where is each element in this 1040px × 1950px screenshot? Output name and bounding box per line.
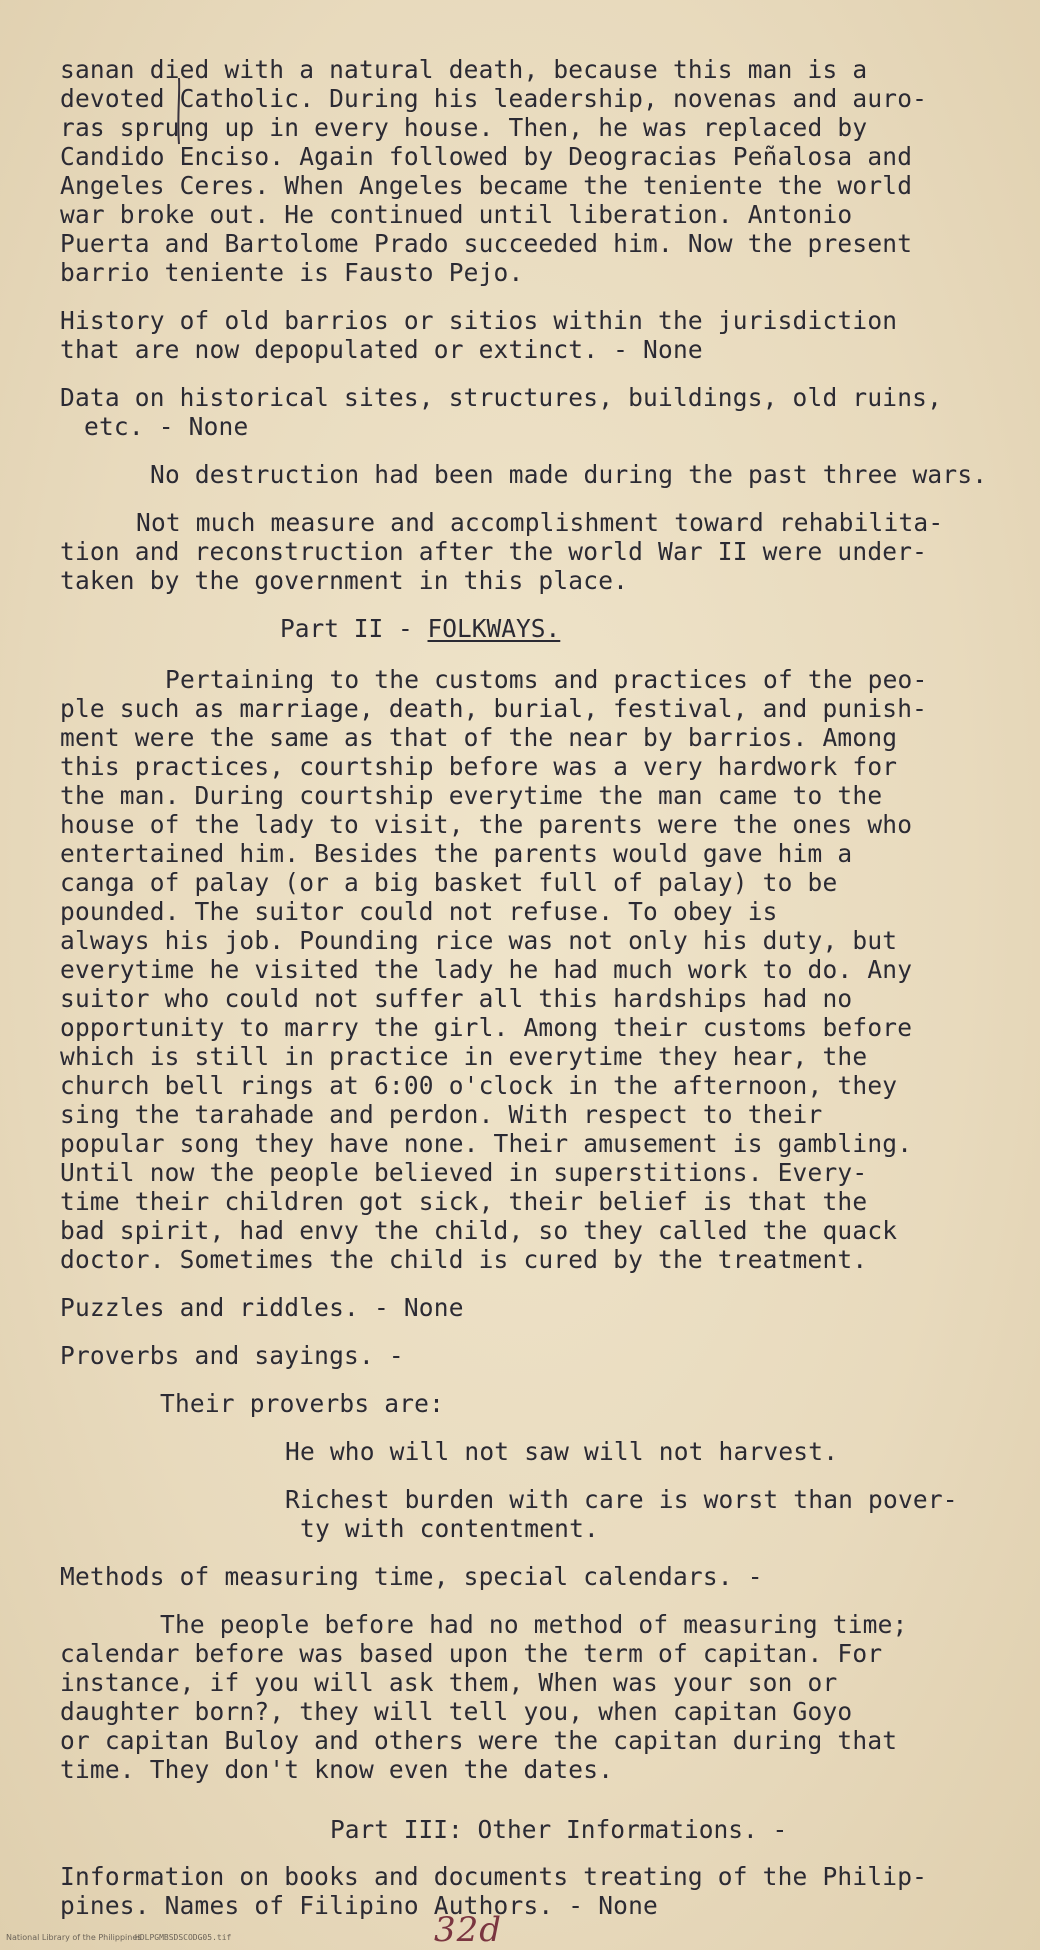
text-line: sanan died with a natural death, because this man is a bbox=[60, 55, 868, 84]
text-line: entertained him. Besides the parents would gave him a bbox=[60, 839, 853, 868]
text-line: doctor. Sometimes the child is cured by the treatment. bbox=[60, 1245, 868, 1274]
heading-prefix: Part II - bbox=[280, 614, 428, 643]
text-line: pounded. The suitor could not refuse. To obey is bbox=[60, 897, 778, 926]
text-line: Methods of measuring time, special calendars. - bbox=[60, 1562, 763, 1591]
text-line: Proverbs and sayings. - bbox=[60, 1341, 404, 1370]
text-line: canga of palay (or a big basket full of palay) to be bbox=[60, 868, 838, 897]
footer-library: National Library of the Philippines bbox=[6, 1933, 142, 1942]
text-line: the man. During courtship everytime the man came to the bbox=[60, 781, 883, 810]
handwritten-page-number: 32d bbox=[434, 1910, 503, 1950]
text-line: Puerta and Bartolome Prado succeeded him. Now the present bbox=[60, 229, 913, 258]
text-line: ras sprung up in every house. Then, he was replaced by bbox=[60, 113, 868, 142]
text-line: History of old barrios or sitios within the jurisdiction bbox=[60, 306, 898, 335]
text-line: time their children got sick, their belief is that the bbox=[60, 1187, 868, 1216]
proverb-line: He who will not saw will not harvest. bbox=[285, 1437, 839, 1466]
text-line: or capitan Buloy and others were the capitan during that bbox=[60, 1726, 898, 1755]
text-line: Puzzles and riddles. - None bbox=[60, 1293, 464, 1322]
text-line: Information on books and documents treating of the Philip- bbox=[60, 1862, 928, 1891]
text-line: church bell rings at 6:00 o'clock in the afternoon, they bbox=[60, 1071, 898, 1100]
text-line: Data on historical sites, structures, buildings, old ruins, bbox=[60, 383, 943, 412]
text-line: The people before had no method of measuring time; bbox=[160, 1610, 908, 1639]
text-line: everytime he visited the lady he had much work to do. Any bbox=[60, 955, 913, 984]
text-line: popular song they have none. Their amusement is gambling. bbox=[60, 1129, 913, 1158]
text-line: war broke out. He continued until liberation. Antonio bbox=[60, 200, 853, 229]
text-line: No destruction had been made during the past three wars. bbox=[150, 460, 988, 489]
text-line: Until now the people believed in superstitions. Every- bbox=[60, 1158, 868, 1187]
text-line: house of the lady to visit, the parents were the ones who bbox=[60, 810, 913, 839]
proverb-line: Richest burden with care is worst than pover- bbox=[285, 1485, 958, 1514]
heading-title: FOLKWAYS. bbox=[427, 614, 561, 643]
text-line: bad spirit, had envy the child, so they called the quack bbox=[60, 1216, 898, 1245]
text-line: Pertaining to the customs and practices of the peo- bbox=[165, 665, 928, 694]
text-line: pines. Names of Filipino Authors. - None bbox=[60, 1891, 659, 1920]
text-line: calendar before was based upon the term of capitan. For bbox=[60, 1639, 883, 1668]
text-line: suitor who could not suffer all this hardships had no bbox=[60, 984, 853, 1013]
pen-mark-icon bbox=[174, 76, 183, 146]
proverb-line: ty with contentment. bbox=[300, 1514, 600, 1543]
text-line: devoted Catholic. During his leadership, novenas and auro- bbox=[60, 84, 928, 113]
text-line: daughter born?, they will tell you, when capitan Goyo bbox=[60, 1697, 853, 1726]
text-line: that are now depopulated or extinct. - None bbox=[60, 335, 703, 364]
text-line: etc. - None bbox=[84, 412, 249, 441]
section-heading-part-2 bbox=[280, 614, 560, 644]
footer-file-code: HDLPGMBSDSCODG05.tif bbox=[135, 1933, 232, 1942]
section-heading-part-3: Part III: Other Informations. - bbox=[330, 1815, 788, 1844]
text-line: sing the tarahade and perdon. With respect to their bbox=[60, 1100, 823, 1129]
text-line: ple such as marriage, death, burial, festival, and punish- bbox=[60, 694, 928, 723]
text-line: taken by the government in this place. bbox=[60, 566, 629, 595]
text-line: Not much measure and accomplishment toward rehabilita- bbox=[136, 508, 944, 537]
text-line: ment were the same as that of the near by barrios. Among bbox=[60, 723, 898, 752]
text-line: opportunity to marry the girl. Among their customs before bbox=[60, 1013, 913, 1042]
text-line: instance, if you will ask them, When was your son or bbox=[60, 1668, 838, 1697]
text-line: tion and reconstruction after the world War II were under- bbox=[60, 537, 928, 566]
text-line: barrio teniente is Fausto Pejo. bbox=[60, 258, 524, 287]
text-line: always his job. Pounding rice was not only his duty, but bbox=[60, 926, 898, 955]
text-line: which is still in practice in everytime they hear, the bbox=[60, 1042, 868, 1071]
text-line: Candido Enciso. Again followed by Deogracias Peñalosa and bbox=[60, 142, 913, 171]
text-line: this practices, courtship before was a very hardwork for bbox=[60, 752, 898, 781]
text-line: Angeles Ceres. When Angeles became the teniente the world bbox=[60, 171, 913, 200]
text-line: Their proverbs are: bbox=[160, 1389, 445, 1418]
text-line: time. They don't know even the dates. bbox=[60, 1755, 614, 1784]
